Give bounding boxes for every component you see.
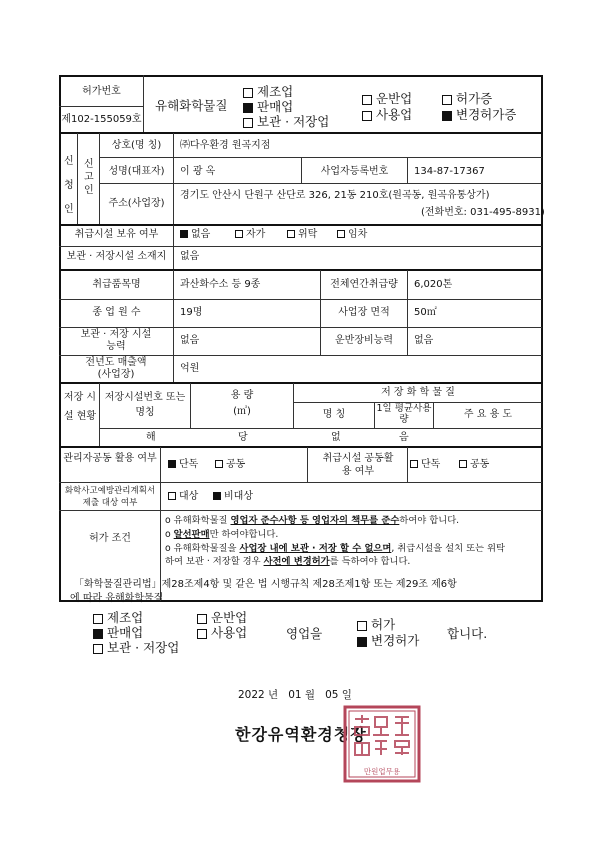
stmt-permit: 허가 xyxy=(357,619,395,631)
permit-no: 제102-155059호 xyxy=(61,114,142,125)
frame-right xyxy=(541,75,543,602)
stmt-storage: 보관 · 저장업 xyxy=(93,642,179,654)
checked-checkbox-icon xyxy=(243,103,253,113)
checkbox-icon xyxy=(235,230,243,238)
type-transport: 운반업 xyxy=(362,93,412,105)
statement-line-1: 「화학물질관리법」제28조제4항 및 같은 법 시행규칙 제28조제1항 또는 제29조 제6항 xyxy=(74,579,457,590)
chem-name-col: 명 칭 xyxy=(322,409,346,420)
items-value: 과산화수소 등 9종 xyxy=(180,279,261,290)
area-label: 사업장 면적 xyxy=(338,307,390,318)
area-value: 50㎡ xyxy=(414,307,437,318)
official-seal xyxy=(343,705,421,783)
type-storage: 보관 · 저장업 xyxy=(243,116,329,128)
facility-none: 없음 xyxy=(180,229,210,241)
checked-checkbox-icon xyxy=(168,460,176,468)
shared-joint: 공동 xyxy=(215,459,245,471)
checkbox-icon xyxy=(442,95,452,105)
location-label: 보관 · 저장시설 소재지 xyxy=(66,251,167,262)
plan-nontarget: 비대상 xyxy=(213,491,253,503)
doc-permit: 허가증 xyxy=(442,93,492,105)
checkbox-icon xyxy=(197,629,207,639)
checked-checkbox-icon xyxy=(180,230,188,238)
facility-own: 자가 xyxy=(235,229,265,241)
issuer-name: 한강유역환경청장 xyxy=(235,725,367,744)
frame-left xyxy=(59,75,61,602)
seal-bottom-text: 만원업무용 xyxy=(363,767,401,776)
conditions-label: 허가 조건 xyxy=(89,533,131,544)
annual-value: 6,020톤 xyxy=(414,279,453,290)
stmt-transport: 운반업 xyxy=(197,612,247,624)
shared-label: 관리자공동 활용 여부 xyxy=(63,453,157,464)
checkbox-icon xyxy=(362,95,372,105)
phone: (전화번호: 031-495-8931) xyxy=(421,207,545,218)
applicant-inner-label: 신고인 xyxy=(84,159,94,196)
annual-label: 전체연간취급량 xyxy=(330,279,398,290)
daily-use-col: 1일 평균사용량 xyxy=(376,403,432,425)
plan-target: 대상 xyxy=(168,491,198,503)
checkbox-icon xyxy=(337,230,345,238)
facility-no-label: 저장시설번호 또는 명칭 xyxy=(104,392,186,418)
transport-label: 운반장비능력 xyxy=(335,335,393,346)
checkbox-icon xyxy=(197,614,207,624)
type-manufacture: 제조업 xyxy=(243,86,293,98)
checked-checkbox-icon xyxy=(213,492,221,500)
permit-no-label: 허가번호 xyxy=(82,86,121,97)
checkbox-icon xyxy=(93,614,103,624)
statement-line-2: 에 따라 유해화학물질 xyxy=(70,593,164,604)
checked-checkbox-icon xyxy=(357,637,367,647)
facility-lease: 임차 xyxy=(337,229,367,241)
bizno-label: 사업자등록번호 xyxy=(320,166,389,177)
na-text-3: 없 xyxy=(331,432,341,443)
name-label: 상호(명 칭) xyxy=(111,140,162,151)
location-value: 없음 xyxy=(180,251,200,262)
sales-label: 전년도 매출액 (사업장) xyxy=(85,357,147,380)
doc-change-permit: 변경허가증 xyxy=(442,109,516,121)
addr-label: 주소(사업장) xyxy=(108,198,165,209)
condition-4: 하여 보관 · 저장할 경우 사전에 변경허가를 득하여야 합니다. xyxy=(165,556,411,567)
chem-label: 저 장 화 학 물 질 xyxy=(381,387,455,398)
stmt-end: 합니다. xyxy=(447,626,488,641)
staff-value: 19명 xyxy=(180,307,203,318)
transport-value: 없음 xyxy=(414,335,434,346)
rep-label: 성명(대표자) xyxy=(108,166,165,177)
address: 경기도 안산시 단원구 산단로 326, 21동 210호(원곡동, 원곡유통상가) xyxy=(180,190,490,201)
checkbox-icon xyxy=(168,492,176,500)
checkbox-icon xyxy=(243,118,253,128)
checkbox-icon xyxy=(459,460,467,468)
condition-3: o 유해화학물질을 사업장 내에 보관 · 저장 할 수 없으며, 취급시설을 설치 또는 위탁 xyxy=(165,543,505,554)
condition-2: o 알선판매만 하여야합니다. xyxy=(165,529,279,540)
checkbox-icon xyxy=(362,111,372,121)
frame-top xyxy=(59,75,543,77)
shared-single: 단독 xyxy=(168,459,198,471)
bizno: 134-87-17367 xyxy=(414,166,485,177)
sales-value: 억원 xyxy=(180,363,200,374)
checked-checkbox-icon xyxy=(442,111,452,121)
na-text-4: 음 xyxy=(399,432,409,443)
capacity-label: 보관 · 저장 시설능력 xyxy=(80,329,152,352)
items-label: 취급품목명 xyxy=(92,279,141,290)
usage-col: 주 요 용 도 xyxy=(463,409,513,420)
capacity-col-label: 용 량 xyxy=(230,390,254,401)
shared-facility-label: 취급시설 공동활용 여부 xyxy=(322,453,394,477)
stmt-middle: 영업을 xyxy=(286,626,323,641)
capacity-unit: (㎥) xyxy=(233,406,251,417)
capacity-value: 없음 xyxy=(180,335,200,346)
checked-checkbox-icon xyxy=(93,629,103,639)
issue-date: 2022 년 01 월 05 일 xyxy=(238,689,352,701)
shared-facility-joint: 공동 xyxy=(459,459,489,471)
checkbox-icon xyxy=(215,460,223,468)
rep-name: 이 광 옥 xyxy=(180,166,216,177)
facility-label: 취급시설 보유 여부 xyxy=(74,229,159,240)
type-use: 사용업 xyxy=(362,109,412,121)
stmt-manufacture: 제조업 xyxy=(93,612,143,624)
stmt-sales: 판매업 xyxy=(93,627,143,639)
applicant-side-label: 신청인 xyxy=(64,156,74,215)
checkbox-icon xyxy=(243,88,253,98)
na-text-2: 당 xyxy=(238,432,248,443)
category-label: 유해화학물질 xyxy=(155,98,228,113)
type-sales: 판매업 xyxy=(243,101,293,113)
stmt-use: 사용업 xyxy=(197,627,247,639)
na-text-1: 해 xyxy=(146,432,156,443)
staff-label: 종 업 원 수 xyxy=(92,307,141,318)
storage-side-label: 저장 시설 현황 xyxy=(63,392,97,422)
checkbox-icon xyxy=(357,621,367,631)
facility-consign: 위탁 xyxy=(287,229,317,241)
checkbox-icon xyxy=(93,644,103,654)
plan-label: 화학사고예방관리계획서 제출 대상 여부 xyxy=(64,486,156,508)
checkbox-icon xyxy=(287,230,295,238)
company-name: ㈜다우환경 원곡지점 xyxy=(180,140,271,151)
stmt-change-permit: 변경허가 xyxy=(357,635,419,647)
checkbox-icon xyxy=(410,460,418,468)
shared-facility-single: 단독 xyxy=(410,459,440,471)
condition-1: o 유해화학물질 영업자 준수사항 등 영업자의 책무를 준수하여야 합니다. xyxy=(165,515,460,526)
